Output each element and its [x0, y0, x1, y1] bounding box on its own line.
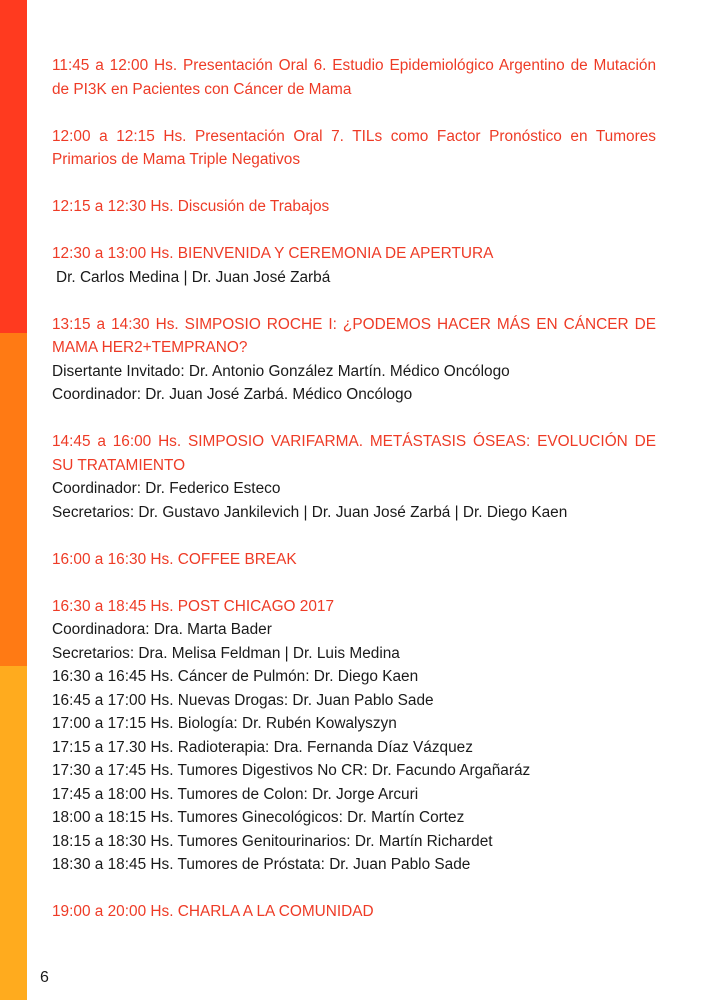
schedule-block	[52, 195, 656, 219]
session-detail: Coordinador: Dr. Juan José Zarbá. Médico Oncólogo	[52, 386, 413, 403]
side-bar-bottom	[0, 666, 27, 1000]
session-detail: 18:00 a 18:15 Hs. Tumores Ginecológicos: Dr. Martín Cortez	[52, 809, 465, 826]
session-heading: 12:15 a 12:30 Hs. Discusión de Trabajos	[52, 198, 330, 215]
schedule-block	[52, 242, 656, 289]
session-heading: 12:30 a 13:00 Hs. BIENVENIDA Y CEREMONIA DE APERTURA	[52, 245, 494, 262]
schedule-block	[52, 54, 656, 101]
session-detail: Coordinador: Dr. Federico Esteco	[52, 480, 281, 497]
session-detail: 16:45 a 17:00 Hs. Nuevas Drogas: Dr. Juan Pablo Sade	[52, 691, 434, 709]
schedule-block	[52, 313, 656, 407]
page-number: 6	[40, 969, 49, 986]
session-heading: 11:45 a 12:00 Hs. Presentación Oral 6. Estudio Epidemiológico Argentino de Mutación de PI3K en Pacientes con Cáncer de Mama	[52, 57, 656, 98]
session-detail: 18:30 a 18:45 Hs. Tumores de Próstata: Dr. Juan Pablo Sade	[52, 856, 471, 873]
session-detail: 17:00 a 17:15 Hs. Biología: Dr. Rubén Kowalyszyn	[52, 715, 397, 732]
session-detail: Secretarios: Dr. Gustavo Jankilevich | Dr. Juan José Zarbá | Dr. Diego Kaen	[52, 503, 568, 521]
session-detail: 17:30 a 17:45 Hs. Tumores Digestivos No CR: Dr. Facundo Argañaráz	[52, 762, 531, 779]
side-bar-top	[0, 0, 27, 333]
schedule-block	[52, 900, 656, 924]
session-detail: Dr. Carlos Medina | Dr. Juan José Zarbá	[56, 268, 331, 286]
session-detail: Coordinadora: Dra. Marta Bader	[52, 621, 272, 638]
schedule-block	[52, 595, 656, 877]
session-detail: 16:30 a 16:45 Hs. Cáncer de Pulmón: Dr. Diego Kaen	[52, 668, 419, 685]
session-heading: 12:00 a 12:15 Hs. Presentación Oral 7. TILs como Factor Pronóstico en Tumores Primarios de Mama Triple Negativos	[52, 127, 656, 168]
schedule-block	[52, 548, 656, 572]
schedule-block	[52, 430, 656, 524]
side-bar-middle	[0, 333, 27, 666]
session-detail: Disertante Invitado: Dr. Antonio González Martín. Médico Oncólogo	[52, 362, 510, 380]
session-heading: 19:00 a 20:00 Hs. CHARLA A LA COMUNIDAD	[52, 903, 374, 920]
schedule-content	[52, 54, 656, 947]
session-detail: 18:15 a 18:30 Hs. Tumores Genitourinarios: Dr. Martín Richardet	[52, 832, 493, 850]
session-detail: 17:45 a 18:00 Hs. Tumores de Colon: Dr. Jorge Arcuri	[52, 785, 419, 803]
session-heading: 14:45 a 16:00 Hs. SIMPOSIO VARIFARMA. METÁSTASIS ÓSEAS: EVOLUCIÓN DE SU TRATAMIENTO	[52, 433, 656, 474]
session-detail: Secretarios: Dra. Melisa Feldman | Dr. Luis Medina	[52, 644, 400, 662]
session-heading: 16:30 a 18:45 Hs. POST CHICAGO 2017	[52, 597, 335, 615]
session-heading: 16:00 a 16:30 Hs. COFFEE BREAK	[52, 550, 297, 568]
session-detail: 17:15 a 17.30 Hs. Radioterapia: Dra. Fernanda Díaz Vázquez	[52, 738, 473, 756]
schedule-block	[52, 125, 656, 172]
session-heading: 13:15 a 14:30 Hs. SIMPOSIO ROCHE I: ¿PODEMOS HACER MÁS EN CÁNCER DE MAMA HER2+TEMPRANO?	[52, 315, 656, 356]
